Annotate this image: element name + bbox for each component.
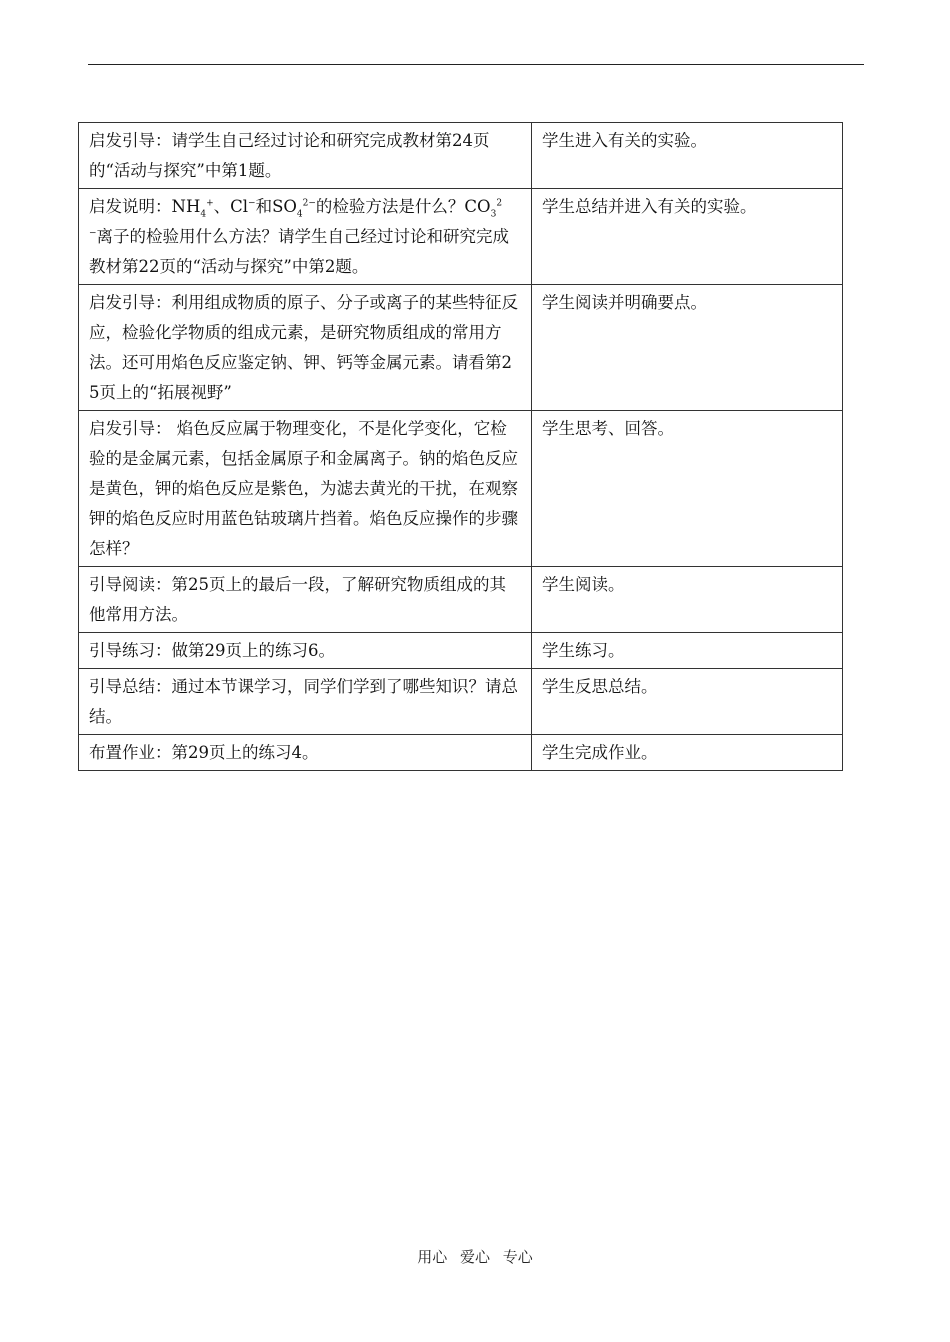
student-activity-cell: 学生阅读并明确要点。 — [532, 285, 843, 411]
page-footer: 用心 爱心 专心 — [417, 1248, 533, 1266]
superscript: − — [248, 198, 256, 209]
superscript: 2− — [89, 198, 503, 239]
table-row — [79, 123, 843, 189]
teacher-activity-cell: 引导练习：做第29页上的练习6。 — [79, 633, 532, 669]
table-row — [79, 669, 843, 735]
text-segment: 的检验方法是什么？CO — [315, 197, 491, 216]
teacher-activity-cell: 引导总结：通过本节课学习，同学们学到了哪些知识？请总结。 — [79, 669, 532, 735]
text-segment: 启发说明：NH — [89, 197, 201, 216]
student-activity-cell: 学生完成作业。 — [532, 735, 843, 771]
student-activity-cell: 学生进入有关的实验。 — [532, 123, 843, 189]
text-segment: 、Cl — [213, 197, 249, 216]
subscript: 4 — [200, 209, 207, 220]
superscript: + — [206, 198, 214, 209]
subscript: 3 — [490, 209, 497, 220]
subscript: 4 — [296, 209, 303, 220]
teacher-activity-cell: 启发引导：请学生自己经过讨论和研究完成教材第24页的“活动与探究”中第1题。 — [79, 123, 532, 189]
header-rule — [88, 64, 864, 65]
teacher-activity-cell: 引导阅读：第25页上的最后一段，了解研究物质组成的其他常用方法。 — [79, 567, 532, 633]
student-activity-cell: 学生反思总结。 — [532, 669, 843, 735]
lesson-table — [78, 122, 843, 771]
text-segment: 和SO — [255, 197, 297, 216]
text-segment: 离子的检验用什么方法？请学生自己经过讨论和研究完成教材第22页的“活动与探究”中第2题。 — [89, 227, 510, 276]
table-row — [79, 411, 843, 567]
table-row — [79, 189, 843, 285]
teacher-activity-cell: 布置作业：第29页上的练习4。 — [79, 735, 532, 771]
student-activity-cell: 学生总结并进入有关的实验。 — [532, 189, 843, 285]
teacher-activity-cell — [79, 189, 532, 285]
teacher-activity-cell: 启发引导：利用组成物质的原子、分子或离子的某些特征反应，检验化学物质的组成元素，是研究物质组成的常用方法。还可用焰色反应鉴定钠、钾、钙等金属元素。请看第25页上的“拓展视野” — [79, 285, 532, 411]
table-row — [79, 633, 843, 669]
table-row — [79, 285, 843, 411]
table-row — [79, 567, 843, 633]
teacher-activity-cell: 启发引导： 焰色反应属于物理变化，不是化学变化，它检验的是金属元素，包括金属原子和金属离子。钠的焰色反应是黄色，钾的焰色反应是紫色，为滤去黄光的干扰，在观察钾的焰色反应时用蓝色钴玻璃片挡着。焰色反应操作的步骤怎样？ — [79, 411, 532, 567]
superscript: 2− — [302, 198, 316, 209]
student-activity-cell: 学生阅读。 — [532, 567, 843, 633]
student-activity-cell: 学生练习。 — [532, 633, 843, 669]
student-activity-cell: 学生思考、回答。 — [532, 411, 843, 567]
table-row — [79, 735, 843, 771]
